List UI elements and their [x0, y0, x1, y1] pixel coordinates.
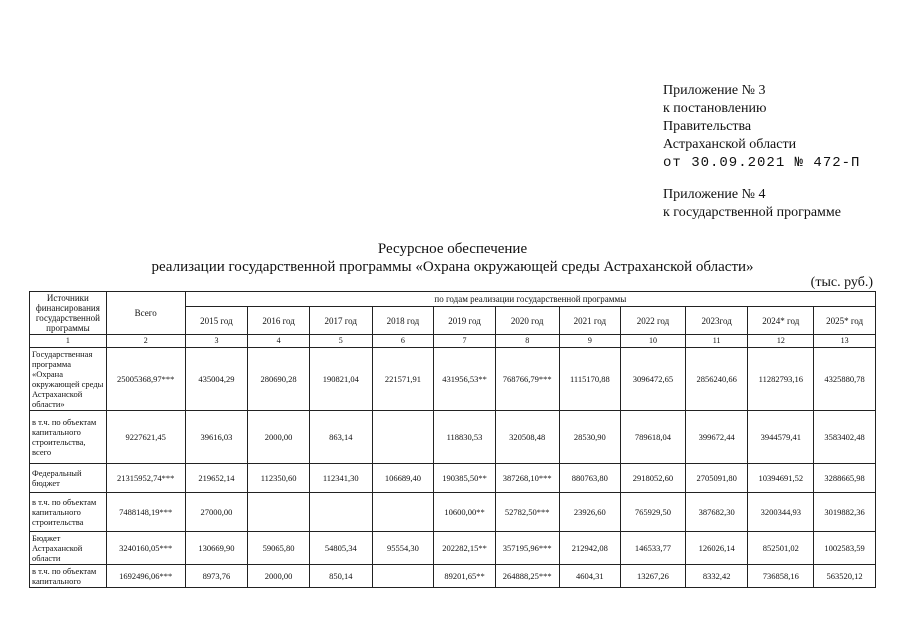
year-value-cell: 95554,30 — [372, 532, 434, 565]
year-header: 2018 год — [372, 307, 434, 335]
year-value-cell: 52782,50*** — [495, 493, 559, 532]
year-value-cell: 387682,30 — [685, 493, 748, 532]
year-header: 2021 год — [559, 307, 621, 335]
year-value-cell: 106689,40 — [372, 464, 434, 493]
total-cell: 9227621,45 — [106, 411, 185, 464]
total-cell: 25005368,97*** — [106, 348, 185, 411]
column-index: 2 — [106, 335, 185, 348]
year-value-cell: 221571,91 — [372, 348, 434, 411]
total-cell: 3240160,05*** — [106, 532, 185, 565]
source-cell: в т.ч. по объектам капитального — [30, 565, 107, 588]
appendix-line: к государственной программе — [663, 205, 841, 220]
year-value-cell — [309, 493, 372, 532]
year-value-cell: 190385,50** — [434, 464, 496, 493]
source-cell: Бюджет Астраханской области — [30, 532, 107, 565]
year-value-cell — [248, 493, 310, 532]
resource-table — [29, 291, 876, 588]
year-value-cell: 190821,04 — [309, 348, 372, 411]
year-value-cell: 118830,53 — [434, 411, 496, 464]
year-header: 2015 год — [185, 307, 248, 335]
column-index: 9 — [559, 335, 621, 348]
column-index: 8 — [495, 335, 559, 348]
appendix-date-line: от 30.09.2021 № 472-П — [663, 155, 861, 171]
table-row — [30, 411, 876, 464]
year-value-cell: 112341,30 — [309, 464, 372, 493]
table-row — [30, 464, 876, 493]
source-cell: Государственная программа «Охрана окружающей среды Астраханской области» — [30, 348, 107, 411]
year-value-cell: 880763,80 — [559, 464, 621, 493]
year-value-cell: 736858,16 — [748, 565, 814, 588]
year-value-cell: 8332,42 — [685, 565, 748, 588]
year-value-cell: 3019882,36 — [814, 493, 876, 532]
column-index: 5 — [309, 335, 372, 348]
table-row — [30, 532, 876, 565]
year-header: 2024* год — [748, 307, 814, 335]
year-header: 2025* год — [814, 307, 876, 335]
table-row — [30, 348, 876, 411]
year-header: 2020 год — [495, 307, 559, 335]
title-line-2: реализации государственной программы «Охрана окружающей среды Астраханской области» — [151, 259, 754, 275]
year-value-cell: 1115170,88 — [559, 348, 621, 411]
table-row — [30, 565, 876, 588]
source-cell: в т.ч. по объектам капитального строительства — [30, 493, 107, 532]
year-value-cell: 8973,76 — [185, 565, 248, 588]
year-value-cell: 4325880,78 — [814, 348, 876, 411]
year-value-cell — [372, 411, 434, 464]
source-cell: в т.ч. по объектам капитального строительства, всего — [30, 411, 107, 464]
document-title — [0, 240, 905, 276]
total-cell: 1692496,06*** — [106, 565, 185, 588]
table-row — [30, 493, 876, 532]
header-years-group: по годам реализации государственной программы — [185, 292, 875, 307]
year-value-cell: 2000,00 — [248, 411, 310, 464]
year-value-cell: 2856240,66 — [685, 348, 748, 411]
year-value-cell: 2918052,60 — [621, 464, 686, 493]
year-value-cell: 28530,90 — [559, 411, 621, 464]
year-value-cell: 399672,44 — [685, 411, 748, 464]
column-index: 3 — [185, 335, 248, 348]
year-value-cell: 112350,60 — [248, 464, 310, 493]
appendix-line: Приложение № 4 — [663, 187, 766, 202]
year-value-cell: 1002583,59 — [814, 532, 876, 565]
appendix-line: Правительства — [663, 119, 752, 134]
year-value-cell: 54805,34 — [309, 532, 372, 565]
year-value-cell: 3944579,41 — [748, 411, 814, 464]
column-index: 4 — [248, 335, 310, 348]
year-value-cell: 863,14 — [309, 411, 372, 464]
total-cell: 21315952,74*** — [106, 464, 185, 493]
year-value-cell: 320508,48 — [495, 411, 559, 464]
year-value-cell: 3583402,48 — [814, 411, 876, 464]
appendix-line: к постановлению — [663, 101, 767, 116]
year-header: 2023год — [685, 307, 748, 335]
year-value-cell: 2000,00 — [248, 565, 310, 588]
year-header: 2019 год — [434, 307, 496, 335]
column-index: 7 — [434, 335, 496, 348]
year-value-cell: 202282,15** — [434, 532, 496, 565]
year-value-cell: 10600,00** — [434, 493, 496, 532]
year-header: 2017 год — [309, 307, 372, 335]
year-value-cell: 4604,31 — [559, 565, 621, 588]
source-cell: Федеральный бюджет — [30, 464, 107, 493]
year-value-cell: 768766,79*** — [495, 348, 559, 411]
title-line-1: Ресурсное обеспечение — [377, 241, 528, 257]
total-cell: 7488148,19*** — [106, 493, 185, 532]
appendix-line: Приложение № 3 — [663, 83, 766, 98]
column-index: 11 — [685, 335, 748, 348]
year-value-cell: 126026,14 — [685, 532, 748, 565]
year-value-cell: 563520,12 — [814, 565, 876, 588]
year-value-cell: 130669,90 — [185, 532, 248, 565]
appendix-line: Астраханской области — [663, 137, 797, 152]
year-value-cell: 387268,10*** — [495, 464, 559, 493]
index-row — [30, 335, 876, 348]
column-index: 1 — [30, 335, 107, 348]
year-value-cell — [372, 493, 434, 532]
year-value-cell: 219652,14 — [185, 464, 248, 493]
year-value-cell: 357195,96*** — [495, 532, 559, 565]
year-value-cell: 3200344,93 — [748, 493, 814, 532]
column-index: 13 — [814, 335, 876, 348]
units-label: (тыс. руб.) — [810, 275, 873, 290]
year-value-cell: 3288665,98 — [814, 464, 876, 493]
year-value-cell — [372, 565, 434, 588]
year-value-cell: 13267,26 — [621, 565, 686, 588]
year-value-cell: 27000,00 — [185, 493, 248, 532]
year-header: 2022 год — [621, 307, 686, 335]
column-index: 12 — [748, 335, 814, 348]
year-value-cell: 2705091,80 — [685, 464, 748, 493]
year-value-cell: 11282793,16 — [748, 348, 814, 411]
year-value-cell: 39616,03 — [185, 411, 248, 464]
year-value-cell: 146533,77 — [621, 532, 686, 565]
year-value-cell: 89201,65** — [434, 565, 496, 588]
column-index: 6 — [372, 335, 434, 348]
year-value-cell: 850,14 — [309, 565, 372, 588]
column-index: 10 — [621, 335, 686, 348]
year-value-cell: 435004,29 — [185, 348, 248, 411]
year-value-cell: 212942,08 — [559, 532, 621, 565]
year-value-cell: 765929,50 — [621, 493, 686, 532]
year-value-cell: 10394691,52 — [748, 464, 814, 493]
header-source: Источники финансирования государственной программы — [30, 292, 107, 335]
year-value-cell: 3096472,65 — [621, 348, 686, 411]
year-value-cell: 852501,02 — [748, 532, 814, 565]
year-value-cell: 59065,80 — [248, 532, 310, 565]
year-value-cell: 431956,53** — [434, 348, 496, 411]
header-total: Всего — [106, 292, 185, 335]
year-value-cell: 280690,28 — [248, 348, 310, 411]
year-value-cell: 23926,60 — [559, 493, 621, 532]
year-value-cell: 789618,04 — [621, 411, 686, 464]
year-header: 2016 год — [248, 307, 310, 335]
appendix-block — [663, 82, 860, 222]
year-value-cell: 264888,25*** — [495, 565, 559, 588]
